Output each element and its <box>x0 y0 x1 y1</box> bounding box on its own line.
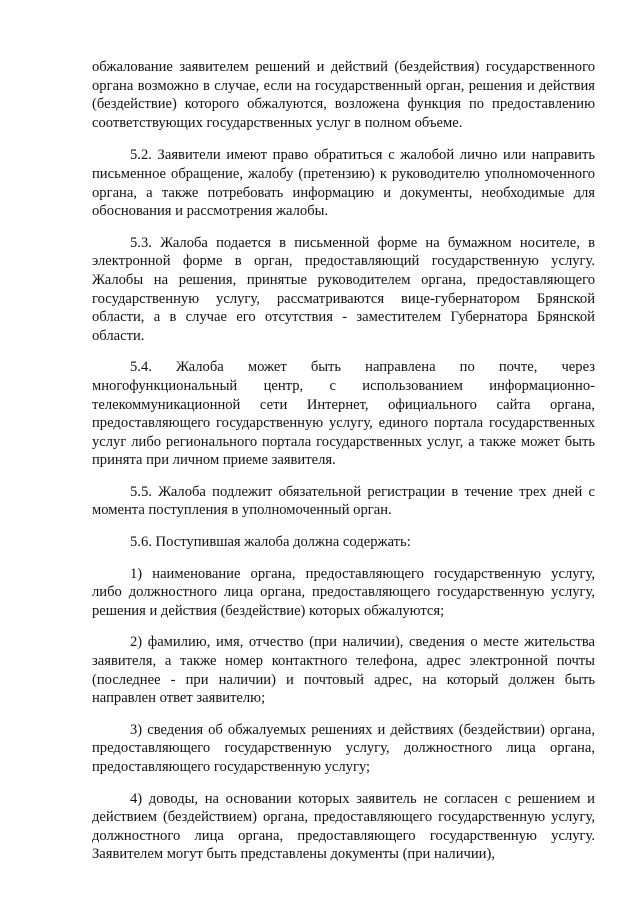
paragraph-5-2: 5.2. Заявители имеют право обратиться с жалобой лично или направить письменное обращение, жалобу (претензию) к руководителю уполномоченного органа, а также потребовать информацию и документы, необходимые для обоснования и рассмотрения жалобы. <box>92 147 595 220</box>
list-item-3: 3) сведения об обжалуемых решениях и действиях (бездействии) органа, предоставляющего государственную услугу, должностного лица органа, предоставляющего государственную услугу; <box>92 721 595 775</box>
list-item-4: 4) доводы, на основании которых заявитель не согласен с решением и действием (бездействием) органа, предоставляющего государственную услугу, должностного лица органа, предоставляющего государственную услугу. Заявителем могут быть представлены документы (при наличии), <box>92 790 595 863</box>
paragraph-5-5: 5.5. Жалоба подлежит обязательной регистрации в течение трех дней с момента поступления в уполномоченный орган. <box>92 483 595 519</box>
paragraph-5-6: 5.6. Поступившая жалоба должна содержать: <box>130 534 411 551</box>
list-item-2: 2) фамилию, имя, отчество (при наличии), сведения о месте жительства заявителя, а также номер контактного телефона, адрес электронной почты (последнее - при наличии) и почтовый адрес, на который должен быть направлен ответ заявителю; <box>92 634 595 707</box>
document-body <box>92 58 595 877</box>
paragraph-5-3: 5.3. Жалоба подается в письменной форме на бумажном носителе, в электронной форме в орган, предоставляющий государственную услугу. Жалобы на решения, принятые руководителем органа, предоставляющего государственную услугу, рассматриваются вице-губернатором Брянской области, а в случае его отсутствия - заместителем Губернатора Брянской области. <box>92 234 595 344</box>
paragraph-continuation: обжалование заявителем решений и действий (бездействия) государственного органа возможно в случае, если на государственный орган, решения и действия (бездействие) которого обжалуются, возложена функция по предоставлению соответствующих государственных услуг в полном объеме. <box>92 59 595 131</box>
paragraph-5-4: 5.4. Жалоба может быть направлена по почте, через многофункциональный центр, с использованием информационно-телекоммуникационной сети Интернет, официального сайта органа, предоставляющего государственную услугу, единого портала государственных услуг либо регионального портала государственных услуг, а также может быть принята при личном приеме заявителя. <box>92 359 595 469</box>
list-item-1: 1) наименование органа, предоставляющего государственную услугу, либо должностного лица органа, предоставляющего государственную услугу, решения и действия (бездействие) которых обжалуются; <box>92 565 595 619</box>
